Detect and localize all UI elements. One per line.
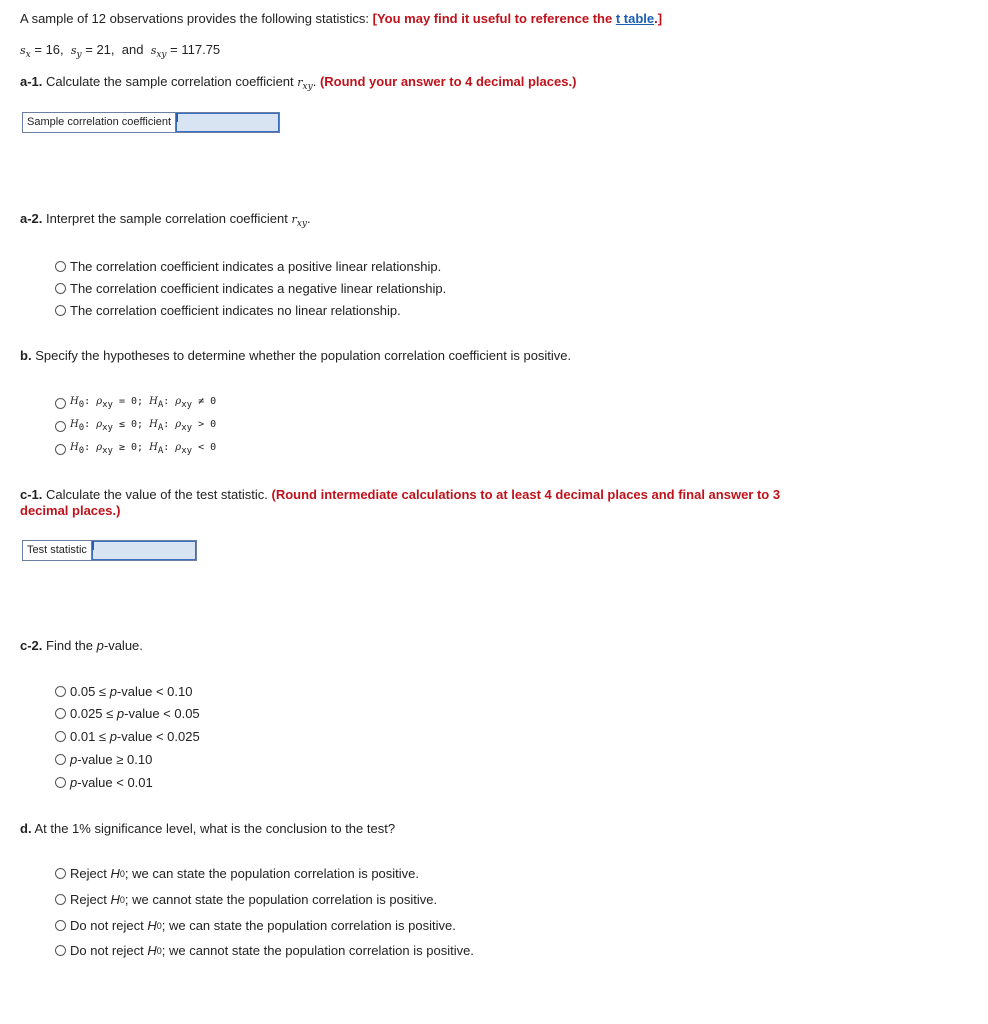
c2-option-3[interactable]: 0.01 ≤ p -value < 0.025 xyxy=(55,729,200,744)
t-table-link[interactable]: t table xyxy=(615,11,655,26)
test-statistic-input[interactable] xyxy=(92,541,196,560)
c2-option-1[interactable]: 0.05 ≤ p -value < 0.10 xyxy=(55,684,192,699)
radio-button[interactable] xyxy=(55,868,66,879)
intro-text: A sample of 12 observations provides the following statistics: xyxy=(20,11,370,26)
reference-note: [You may find it useful to reference the t table.] xyxy=(372,11,663,26)
c2-option-4[interactable]: p -value ≥ 0.10 xyxy=(55,752,152,767)
b-option-1[interactable]: $H_0$: $\rho_{xy} = 0$; $H_A$: $\rho_{xy} \ne 0$ xyxy=(55,396,216,410)
radio-button[interactable] xyxy=(55,777,66,788)
correlation-field-label: Sample correlation coefficient xyxy=(23,113,176,132)
a2-option-3[interactable]: The correlation coefficient indicates no linear relationship. xyxy=(55,303,401,318)
question-d: d. At the 1% significance level, what is the conclusion to the test? xyxy=(20,821,396,836)
radio-button[interactable] xyxy=(55,754,66,765)
question-c1: c-1. Calculate the value of the test statistic. (Round intermediate calculations to at least 4 decimal places and final answer to 3 decimal places.) xyxy=(20,487,781,518)
d-option-3[interactable]: Do not reject H 0 ; we can state the population correlation is positive. xyxy=(55,918,456,933)
a2-option-2[interactable]: The correlation coefficient indicates a negative linear relationship. xyxy=(55,281,446,296)
radio-button[interactable] xyxy=(55,686,66,697)
b-option-2[interactable]: $H_0$: $\rho_{xy} \le 0$; $H_A$: $\rho_{xy} > 0$ xyxy=(55,419,216,433)
given-statistics: $s_x = 16$, $s_y = 21$, and $s_{xy} = 117.75$ xyxy=(20,42,221,60)
radio-button[interactable] xyxy=(55,305,66,316)
d-option-2[interactable]: Reject H 0 ; we cannot state the population correlation is positive. xyxy=(55,892,437,907)
c2-option-2[interactable]: 0.025 ≤ p -value < 0.05 xyxy=(55,706,200,721)
radio-button[interactable] xyxy=(55,261,66,272)
radio-button[interactable] xyxy=(55,920,66,931)
radio-button[interactable] xyxy=(55,894,66,905)
correlation-answer-row xyxy=(22,112,280,133)
question-a1: a-1. Calculate the sample correlation coefficient $r_{xy}$. (Round your answer to 4 decimal places.) xyxy=(20,74,577,92)
a2-option-1[interactable]: The correlation coefficient indicates a positive linear relationship. xyxy=(55,259,441,274)
c2-option-5[interactable]: p -value < 0.01 xyxy=(55,775,153,790)
radio-button[interactable] xyxy=(55,444,66,455)
radio-button[interactable] xyxy=(55,398,66,409)
test-statistic-field-label: Test statistic xyxy=(23,541,92,560)
question-a2: a-2. Interpret the sample correlation coefficient $r_{xy}$. xyxy=(20,211,311,229)
d-option-4[interactable]: Do not reject H 0 ; we cannot state the population correlation is positive. xyxy=(55,943,474,958)
radio-button[interactable] xyxy=(55,421,66,432)
question-c2: c-2. Find the p-value. xyxy=(20,638,143,653)
radio-button[interactable] xyxy=(55,283,66,294)
radio-button[interactable] xyxy=(55,731,66,742)
radio-button[interactable] xyxy=(55,708,66,719)
b-option-3[interactable]: $H_0$: $\rho_{xy} \ge 0$; $H_A$: $\rho_{xy} < 0$ xyxy=(55,442,216,456)
test-statistic-answer-row xyxy=(22,540,197,561)
radio-button[interactable] xyxy=(55,945,66,956)
question-b: b. Specify the hypotheses to determine whether the population correlation coefficient is positive. xyxy=(20,348,572,363)
problem-intro xyxy=(20,11,662,26)
correlation-input[interactable] xyxy=(176,113,279,132)
d-option-1[interactable]: Reject H 0 ; we can state the population correlation is positive. xyxy=(55,866,419,881)
